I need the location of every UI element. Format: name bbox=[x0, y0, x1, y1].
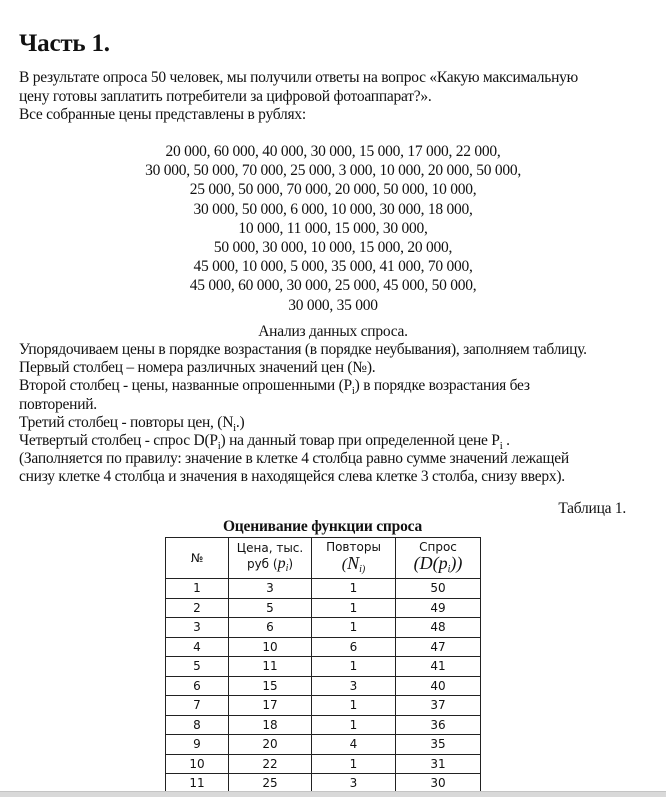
cell-number: 8 bbox=[166, 715, 229, 735]
price-line: 20 000, 60 000, 40 000, 30 000, 15 000, 17 000, 22 000, bbox=[165, 143, 501, 160]
cell-demand: 41 bbox=[396, 657, 481, 677]
cell-demand: 31 bbox=[396, 754, 481, 774]
cell-demand: 35 bbox=[396, 735, 481, 755]
table-row bbox=[166, 598, 481, 618]
price-line: 30 000, 50 000, 70 000, 25 000, 3 000, 10 000, 20 000, 50 000, bbox=[145, 162, 521, 180]
cell-repeats: 1 bbox=[312, 754, 396, 774]
cell-demand: 30 bbox=[396, 774, 481, 794]
intro-line-2: цену готовы заплатить потребители за цифровой фотоаппарат?». bbox=[19, 88, 432, 105]
cell-demand: 40 bbox=[396, 676, 481, 696]
cell-repeats: 1 bbox=[312, 618, 396, 638]
table-row bbox=[166, 735, 481, 755]
intro-line-3: Все собранные цены представлены в рублях: bbox=[19, 106, 306, 123]
table-row bbox=[166, 637, 481, 657]
table-number-label: Таблица 1. bbox=[558, 500, 626, 517]
analysis-line-2: Первый столбец – номера различных значений цен (№). bbox=[19, 359, 376, 376]
cell-number: 10 bbox=[166, 754, 229, 774]
analysis-line-8: снизу клетке 4 столбца и значения в находящейся слева клетке 3 столба, снизу вверх). bbox=[19, 468, 565, 485]
cell-repeats: 4 bbox=[312, 735, 396, 755]
cell-demand: 48 bbox=[396, 618, 481, 638]
page-heading: Часть 1. bbox=[19, 30, 110, 57]
analysis-line-4: повторений. bbox=[19, 396, 97, 413]
cell-price: 22 bbox=[229, 754, 312, 774]
table-row bbox=[166, 657, 481, 677]
price-line: 50 000, 30 000, 10 000, 15 000, 20 000, bbox=[213, 239, 453, 257]
header-price: Цена, тыс. руб $(p_i)$ bbox=[229, 538, 312, 579]
price-list bbox=[0, 142, 666, 315]
table-row bbox=[166, 618, 481, 638]
analysis-line-1: Упорядочиваем цены в порядке возрастания (в порядке неубывания), заполняем таблицу. bbox=[19, 341, 587, 358]
cell-repeats: 1 bbox=[312, 657, 396, 677]
cell-number: 3 bbox=[166, 618, 229, 638]
analysis-line-5: Третий столбец - повторы цен, $(N_i.)$ bbox=[19, 414, 245, 435]
cell-repeats: 1 bbox=[312, 696, 396, 716]
table-row bbox=[166, 696, 481, 716]
cell-repeats: 1 bbox=[312, 579, 396, 599]
price-line: 45 000, 10 000, 5 000, 35 000, 41 000, 70 000, bbox=[193, 258, 473, 276]
cell-repeats: 3 bbox=[312, 774, 396, 794]
intro-line-1: В результате опроса 50 человек, мы получили ответы на вопрос «Какую максимальную bbox=[19, 69, 578, 86]
table-row bbox=[166, 676, 481, 696]
cell-price: 25 bbox=[229, 774, 312, 794]
demand-table bbox=[165, 537, 481, 794]
cell-number: 9 bbox=[166, 735, 229, 755]
price-line: 30 000, 50 000, 6 000, 10 000, 30 000, 18 000, bbox=[193, 200, 473, 218]
cell-number: 2 bbox=[166, 598, 229, 618]
cell-demand: 37 bbox=[396, 696, 481, 716]
table-header-row bbox=[166, 538, 481, 579]
cell-price: 20 bbox=[229, 735, 312, 755]
cell-demand: 49 bbox=[396, 598, 481, 618]
table-row bbox=[166, 754, 481, 774]
cell-price: 18 bbox=[229, 715, 312, 735]
cell-price: 17 bbox=[229, 696, 312, 716]
cell-price: 11 bbox=[229, 657, 312, 677]
cell-repeats: 6 bbox=[312, 637, 396, 657]
cell-number: 5 bbox=[166, 657, 229, 677]
cell-number: 4 bbox=[166, 637, 229, 657]
price-line: 45 000, 60 000, 30 000, 25 000, 45 000, 50 000, bbox=[189, 277, 477, 295]
cell-demand: 50 bbox=[396, 579, 481, 599]
viewer-bottom-edge bbox=[0, 791, 666, 797]
table-row bbox=[166, 715, 481, 735]
cell-repeats: 3 bbox=[312, 676, 396, 696]
header-repeats: Повторы (Ni) bbox=[312, 538, 396, 579]
price-line: 30 000, 35 000 bbox=[288, 296, 378, 314]
cell-price: 15 bbox=[229, 676, 312, 696]
cell-price: 3 bbox=[229, 579, 312, 599]
cell-repeats: 1 bbox=[312, 715, 396, 735]
cell-number: 11 bbox=[166, 774, 229, 794]
cell-price: 6 bbox=[229, 618, 312, 638]
cell-price: 10 bbox=[229, 637, 312, 657]
analysis-line-7: (Заполняется по правилу: значение в клетке 4 столбца равно сумме значений лежащей bbox=[19, 450, 569, 467]
cell-number: 1 bbox=[166, 579, 229, 599]
analysis-title: Анализ данных спроса. bbox=[258, 323, 408, 340]
cell-demand: 47 bbox=[396, 637, 481, 657]
cell-repeats: 1 bbox=[312, 598, 396, 618]
header-number: № bbox=[166, 538, 229, 579]
cell-price: 5 bbox=[229, 598, 312, 618]
analysis-line-6: Четвертый столбец - спрос $D(P_i)$ на данный товар при определенной цене $P_i$ . bbox=[19, 432, 510, 453]
price-line: 10 000, 11 000, 15 000, 30 000, bbox=[238, 219, 428, 237]
header-demand: Спрос (D(pi)) bbox=[396, 538, 481, 579]
cell-number: 6 bbox=[166, 676, 229, 696]
analysis-line-3: Второй столбец - цены, названные опрошенными $(P_i)$ в порядке возрастания без bbox=[19, 377, 530, 398]
cell-number: 7 bbox=[166, 696, 229, 716]
price-line: 25 000, 50 000, 70 000, 20 000, 50 000, 10 000, bbox=[189, 181, 477, 199]
table-title: Оценивание функции спроса bbox=[222, 518, 423, 535]
cell-demand: 36 bbox=[396, 715, 481, 735]
table-row bbox=[166, 579, 481, 599]
